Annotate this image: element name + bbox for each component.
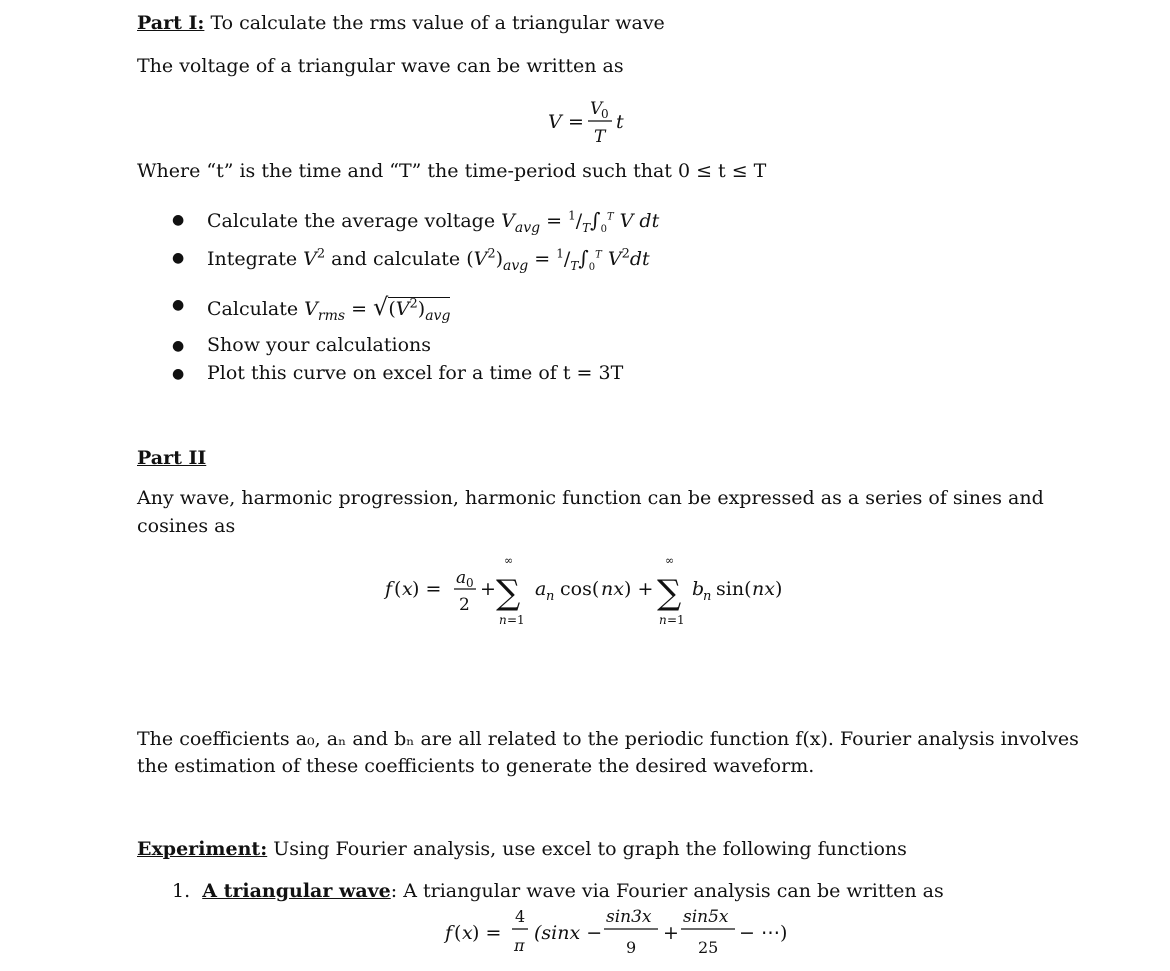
svg-text:cos(: cos( (560, 578, 600, 600)
svg-text:sin3x: sin3x (606, 907, 652, 927)
voltage-equation (540, 90, 650, 150)
where-text: Where “t” is the time and “T” the time-period such that 0 ≤ t ≤ T (137, 160, 767, 182)
svg-text:nx: nx (601, 578, 624, 600)
experiment-heading: Experiment: (137, 838, 268, 860)
svg-text:π: π (514, 936, 525, 955)
part2-intro-1: Any wave, harmonic progression, harmonic function can be expressed as a series of sines and (137, 487, 1044, 509)
svg-text:(: ( (394, 578, 402, 600)
svg-text:0: 0 (466, 576, 474, 590)
svg-text:n: n (659, 613, 667, 627)
svg-text:∞: ∞ (665, 554, 675, 567)
bullet-1: Calculate the average voltage $V_{avg} = ^1/_T\int_0^T$ V dt (207, 208, 660, 236)
svg-text:V: V (590, 99, 603, 119)
svg-text:+: + (480, 578, 496, 600)
svg-text:=1: =1 (667, 613, 685, 627)
part1-intro: The voltage of a triangular wave can be written as (137, 55, 624, 77)
svg-text:4: 4 (515, 907, 526, 926)
svg-text:+: + (663, 922, 679, 944)
svg-text:2: 2 (459, 595, 470, 615)
svg-text:nx: nx (752, 578, 775, 600)
bullet-5: Plot this curve on excel for a time of t = 3T (207, 362, 624, 384)
fourier-series-equation (380, 550, 800, 630)
part1-title-line (137, 12, 665, 35)
part2-heading: Part II (137, 447, 207, 469)
experiment-heading-rest: Using Fourier analysis, use excel to graph the following functions (273, 838, 907, 860)
svg-text:sin(: sin( (716, 578, 752, 600)
svg-text:x: x (462, 922, 473, 944)
part2-intro-2: cosines as (137, 515, 236, 537)
svg-text:a: a (535, 578, 547, 600)
svg-text:∞: ∞ (504, 554, 514, 567)
svg-text:∑: ∑ (496, 573, 521, 613)
experiment-item-1 (172, 880, 944, 903)
svg-text:f: f (385, 578, 393, 600)
svg-text:x: x (402, 578, 413, 600)
svg-text:b: b (692, 578, 705, 600)
triangular-fourier-equation (440, 903, 800, 965)
svg-text:n: n (546, 589, 555, 604)
svg-text:a: a (456, 568, 467, 588)
item-rest: : A triangular wave via Fourier analysis can be written as (390, 880, 944, 902)
bullet-dot: ● (172, 366, 185, 382)
svg-text:9: 9 (626, 938, 637, 957)
bullet-4: Show your calculations (207, 334, 431, 356)
coefficients-text-1: The coefficients a₀, aₙ and bₙ are all related to the periodic function f(x). Fourier analysis involves (137, 728, 1079, 750)
svg-text:f: f (445, 922, 453, 944)
svg-text:V: V (548, 111, 562, 133)
bullet-dot: ● (172, 297, 185, 313)
part1-heading: Part I: (137, 12, 205, 34)
svg-text:=1: =1 (507, 613, 525, 627)
bullet-dot: ● (172, 250, 185, 266)
svg-text:(: ( (454, 922, 462, 944)
svg-text:): ) (775, 578, 783, 600)
bullet-dot: ● (172, 212, 185, 228)
bullet-dot: ● (172, 338, 185, 354)
bullet-3: Calculate $V_{rms} = √(V^2)_{avg}$ (207, 293, 451, 324)
svg-text:n: n (499, 613, 507, 627)
item-label: A triangular wave (202, 880, 391, 902)
svg-text:0: 0 (601, 107, 609, 121)
coefficients-text-2: the estimation of these coefficients to generate the desired waveform. (137, 755, 815, 777)
svg-text:(sinx −: (sinx − (534, 922, 603, 944)
item-number: 1. (172, 880, 191, 902)
svg-text:) =: ) = (412, 578, 442, 600)
svg-text:∑: ∑ (657, 573, 682, 613)
svg-text:− ⋯): − ⋯) (739, 922, 788, 944)
svg-text:25: 25 (698, 938, 719, 957)
svg-text:=: = (568, 111, 584, 133)
svg-text:) =: ) = (472, 922, 502, 944)
experiment-title-line (137, 838, 907, 861)
part1-heading-rest: To calculate the rms value of a triangular wave (210, 12, 665, 34)
svg-text:t: t (616, 111, 624, 133)
svg-text:sin5x: sin5x (683, 907, 729, 927)
svg-text:) +: ) + (624, 578, 654, 600)
svg-text:T: T (594, 127, 606, 147)
bullet-2: Integrate $V^2$ and calculate $(V^2)_{avg} = ^1/_T\int_0^T$ $V^2dt$ (207, 246, 650, 274)
svg-text:n: n (703, 589, 712, 604)
